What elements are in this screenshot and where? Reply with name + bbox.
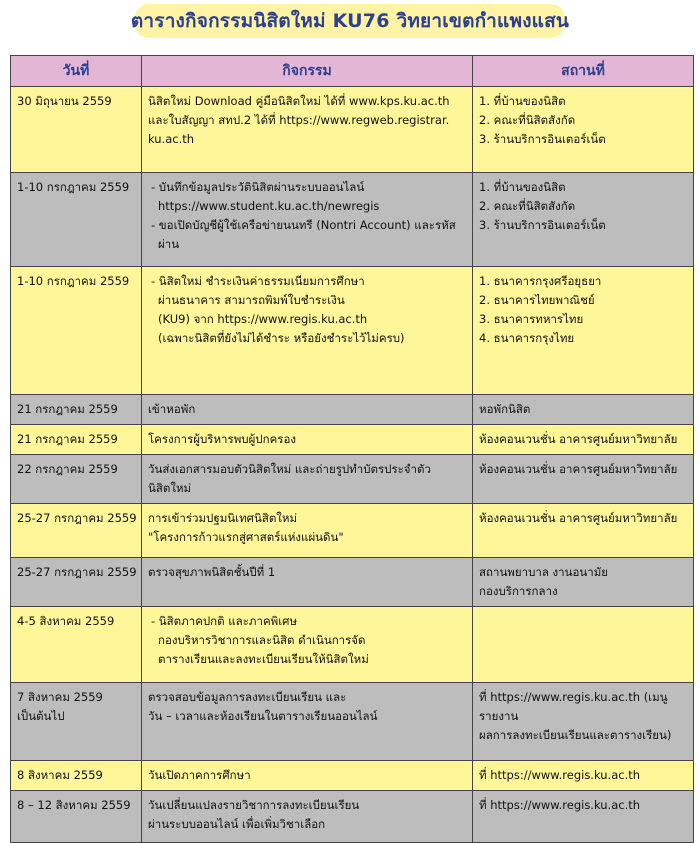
activity-cell	[142, 504, 473, 558]
location-text: ที่ https://www.regis.ku.ac.th	[479, 768, 641, 782]
date-cell	[11, 87, 142, 173]
location-cell	[473, 173, 694, 267]
activity-text: (KU9) จาก https://www.regis.ku.ac.th	[158, 312, 368, 326]
location-text: 2. คณะที่นิสิตสังกัด	[479, 199, 576, 213]
activity-text: ตรวจสอบข้อมูลการลงทะเบียนเรียน และ	[148, 690, 347, 704]
table-row	[11, 455, 694, 504]
activity-text: โครงการผู้บริหารพบผู้ปกครอง	[148, 432, 296, 446]
activity-text: วันเปลี่ยนแปลงรายวิชาการลงทะเบียนเรียน	[148, 798, 360, 812]
location-text: 2. ธนาคารไทยพาณิชย์	[479, 293, 595, 307]
activity-text: ku.ac.th	[148, 132, 195, 146]
location-text: ห้องคอนเวนชั่น อาคารศูนย์มหาวิทยาลัย	[479, 511, 678, 525]
activity-text: กองบริหารวิชาการและนิสิต ดำเนินการจัด	[158, 633, 366, 647]
location-text: ห้องคอนเวนชั่น อาคารศูนย์มหาวิทยาลัย	[479, 462, 678, 476]
activity-text: วันเปิดภาคการศึกษา	[148, 768, 251, 782]
activity-text: และใบสัญญา สทป.2 ได้ที่ https://www.regweb.registrar.	[148, 113, 450, 127]
activity-cell	[142, 87, 473, 173]
activity-cell	[142, 607, 473, 683]
page-title: ตารางกิจกรรมนิสิตใหม่ KU76 วิทยาเขตกำแพงแสน	[130, 10, 570, 32]
activity-text: ผ่านธนาคาร สามารถพิมพ์ใบชำระเงิน	[158, 293, 345, 307]
activity-cell	[142, 791, 473, 843]
activity-text: - นิสิตใหม่ ชำระเงินค่าธรรมเนียมการศึกษา	[151, 274, 365, 288]
activity-cell	[142, 558, 473, 607]
location-cell	[473, 504, 694, 558]
location-text: 3. ร้านบริการอินเตอร์เน็ต	[479, 132, 606, 146]
date-text: 1-10 กรกฎาคม 2559	[17, 180, 130, 194]
location-cell	[473, 395, 694, 425]
location-cell	[473, 607, 694, 683]
title-banner	[130, 4, 570, 38]
table-row	[11, 425, 694, 455]
location-cell	[473, 761, 694, 791]
activity-cell	[142, 395, 473, 425]
activity-text: "โครงการก้าวแรกสู่ศาสตร์แห่งแผ่นดิน"	[148, 530, 344, 544]
table-row	[11, 791, 694, 843]
location-text: ผลการลงทะเบียนเรียนและตารางเรียน)	[479, 728, 672, 742]
date-text: 8 – 12 สิงหาคม 2559	[17, 798, 131, 812]
location-text: ที่ https://www.regis.ku.ac.th (เมนู	[479, 690, 668, 704]
location-text: รายงาน	[479, 709, 519, 723]
activity-cell	[142, 761, 473, 791]
location-text: 2. คณะที่นิสิตสังกัด	[479, 113, 576, 127]
table-row	[11, 761, 694, 791]
activity-text: - บันทึกข้อมูลประวัตินิสิตผ่านระบบออนไลน์	[151, 180, 365, 194]
header-date: วันที่	[11, 56, 142, 87]
location-text: 1. ที่บ้านของนิสิต	[479, 94, 566, 108]
date-cell	[11, 504, 142, 558]
activity-cell	[142, 267, 473, 395]
location-cell	[473, 87, 694, 173]
location-text: หอพักนิสิต	[479, 402, 531, 416]
activity-schedule-table	[10, 55, 694, 843]
table-row	[11, 607, 694, 683]
table-row	[11, 683, 694, 761]
date-cell	[11, 455, 142, 504]
activity-text: ผ่าน	[158, 237, 180, 251]
date-cell	[11, 558, 142, 607]
date-cell	[11, 607, 142, 683]
date-cell	[11, 683, 142, 761]
date-cell	[11, 791, 142, 843]
activity-text: นิสิตใหม่	[148, 481, 192, 495]
table-row	[11, 395, 694, 425]
location-cell	[473, 558, 694, 607]
activity-cell	[142, 683, 473, 761]
activity-text: ผ่านระบบออนไลน์ เพื่อเพิ่มวิชาเลือก	[148, 817, 326, 831]
location-cell	[473, 791, 694, 843]
date-text: 1-10 กรกฎาคม 2559	[17, 274, 130, 288]
table-row	[11, 173, 694, 267]
table-row	[11, 558, 694, 607]
activity-text: ตรวจสุขภาพนิสิตชั้นปีที่ 1	[148, 565, 276, 579]
location-cell	[473, 683, 694, 761]
location-text: ห้องคอนเวนชั่น อาคารศูนย์มหาวิทยาลัย	[479, 432, 678, 446]
date-cell	[11, 761, 142, 791]
schedule-body	[11, 87, 694, 843]
location-text: สถานพยาบาล งานอนามัย	[479, 565, 609, 579]
date-cell	[11, 267, 142, 395]
location-text: 3. ร้านบริการอินเตอร์เน็ต	[479, 218, 606, 232]
date-text: เป็นต้นไป	[17, 709, 65, 723]
table-row	[11, 267, 694, 395]
activity-text: วัน – เวลาและห้องเรียนในตารางเรียนออนไลน์	[148, 709, 378, 723]
date-text: 8 สิงหาคม 2559	[17, 768, 103, 782]
activity-cell	[142, 455, 473, 504]
activity-cell	[142, 425, 473, 455]
location-text: กองบริการกลาง	[479, 584, 558, 598]
activity-cell	[142, 173, 473, 267]
date-cell	[11, 173, 142, 267]
location-text: 1. ธนาคารกรุงศรีอยุธยา	[479, 274, 602, 288]
table-row	[11, 504, 694, 558]
activity-text: ตารางเรียนและลงทะเบียนเรียนให้นิสิตใหม่	[158, 652, 369, 666]
header-location: สถานที่	[473, 56, 694, 87]
header-row	[11, 56, 694, 87]
date-text: 30 มิถุนายน 2559	[17, 94, 112, 108]
location-text: 1. ที่บ้านของนิสิต	[479, 180, 566, 194]
activity-text: (เฉพาะนิสิตที่ยังไม่ได้ชำระ หรือยังชำระไว้ไม่ครบ)	[158, 331, 405, 345]
activity-text: https://www.student.ku.ac.th/newregis	[158, 199, 380, 213]
table-row	[11, 87, 694, 173]
activity-text: การเข้าร่วมปฐมนิเทศนิสิตใหม่	[148, 511, 298, 525]
location-cell	[473, 425, 694, 455]
date-text: 22 กรกฎาคม 2559	[17, 462, 118, 476]
date-text: 25-27 กรกฎาคม 2559	[17, 511, 137, 525]
location-text: ที่ https://www.regis.ku.ac.th	[479, 798, 641, 812]
date-text: 21 กรกฎาคม 2559	[17, 402, 118, 416]
date-text: 4-5 สิงหาคม 2559	[17, 614, 115, 628]
date-cell	[11, 425, 142, 455]
date-text: 25-27 กรกฎาคม 2559	[17, 565, 137, 579]
activity-text: - นิสิตภาคปกติ และภาคพิเศษ	[151, 614, 298, 628]
date-cell	[11, 395, 142, 425]
location-cell	[473, 455, 694, 504]
activity-text: วันส่งเอกสารมอบตัวนิสิตใหม่ และถ่ายรูปทำบัตรประจำตัว	[148, 462, 431, 476]
activity-text: - ขอเปิดบัญชีผู้ใช้เครือข่ายนนทรี (Nontri Account) และรหัส	[151, 218, 456, 232]
header-activity: กิจกรรม	[142, 56, 473, 87]
location-text: 3. ธนาคารทหารไทย	[479, 312, 584, 326]
location-cell	[473, 267, 694, 395]
activity-text: นิสิตใหม่ Download คู่มือนิสิตใหม่ ได้ที่ www.kps.ku.ac.th	[148, 94, 450, 108]
activity-text: เข้าหอพัก	[148, 402, 196, 416]
location-text: 4. ธนาคารกรุงไทย	[479, 331, 575, 345]
date-text: 7 สิงหาคม 2559	[17, 690, 103, 704]
date-text: 21 กรกฎาคม 2559	[17, 432, 118, 446]
